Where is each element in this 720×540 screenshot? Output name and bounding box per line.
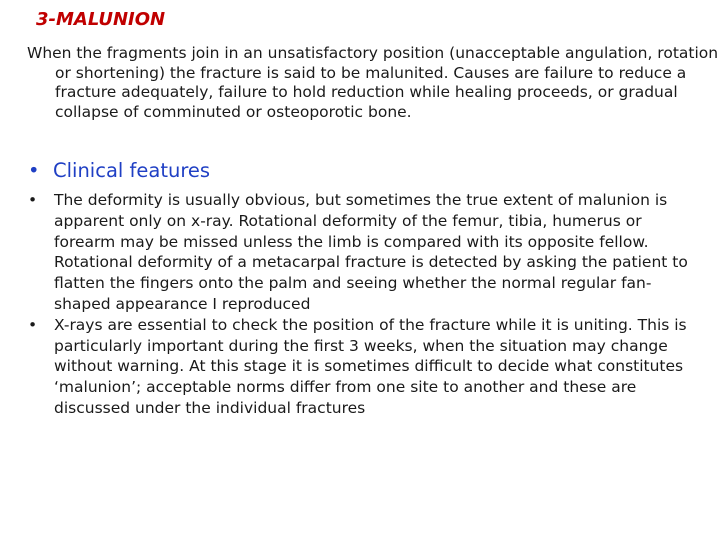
bullet-text: X-rays are essential to check the position of the fracture while it is uniting. This is particularly important during the first 3 weeks, when the situation may change without warning. At this stage it is sometimes difficult to decide what constitutes ‘malunion’; acceptable norms differ from one site to another and these are discussed under the individual fractures — [54, 315, 687, 417]
bullet-marker: • — [28, 315, 38, 334]
list-item — [28, 190, 700, 315]
bullet-text: The deformity is usually obvious, but sometimes the true extent of malunion is apparent only on x-ray. Rotational deformity of the femur, tibia, humerus or forearm may be missed unless the limb is compared with its opposite fellow. Rotational deformity of a metacarpal fracture is detected by asking the patient to flatten the fingers onto the palm and seeing whether the normal regular fan-shaped appearance I reproduced — [54, 191, 688, 313]
section-heading — [28, 159, 210, 182]
slide-title: 3-MALUNION — [36, 9, 166, 30]
bullet-marker: • — [28, 191, 38, 209]
intro-paragraph: When the fragments join in an unsatisfactory position (unacceptable angulation, rotation or shortening) the fracture is said to be malunited. Causes are failure to reduce a fracture adequately, failure to hold reduction while healing proceeds, or gradual collapse of comminuted or osteoporotic bone. — [27, 44, 719, 121]
section-heading-text: Clinical features — [53, 159, 211, 182]
bullet-list — [28, 190, 700, 419]
list-item — [28, 315, 700, 419]
heading-bullet: • — [28, 159, 40, 182]
